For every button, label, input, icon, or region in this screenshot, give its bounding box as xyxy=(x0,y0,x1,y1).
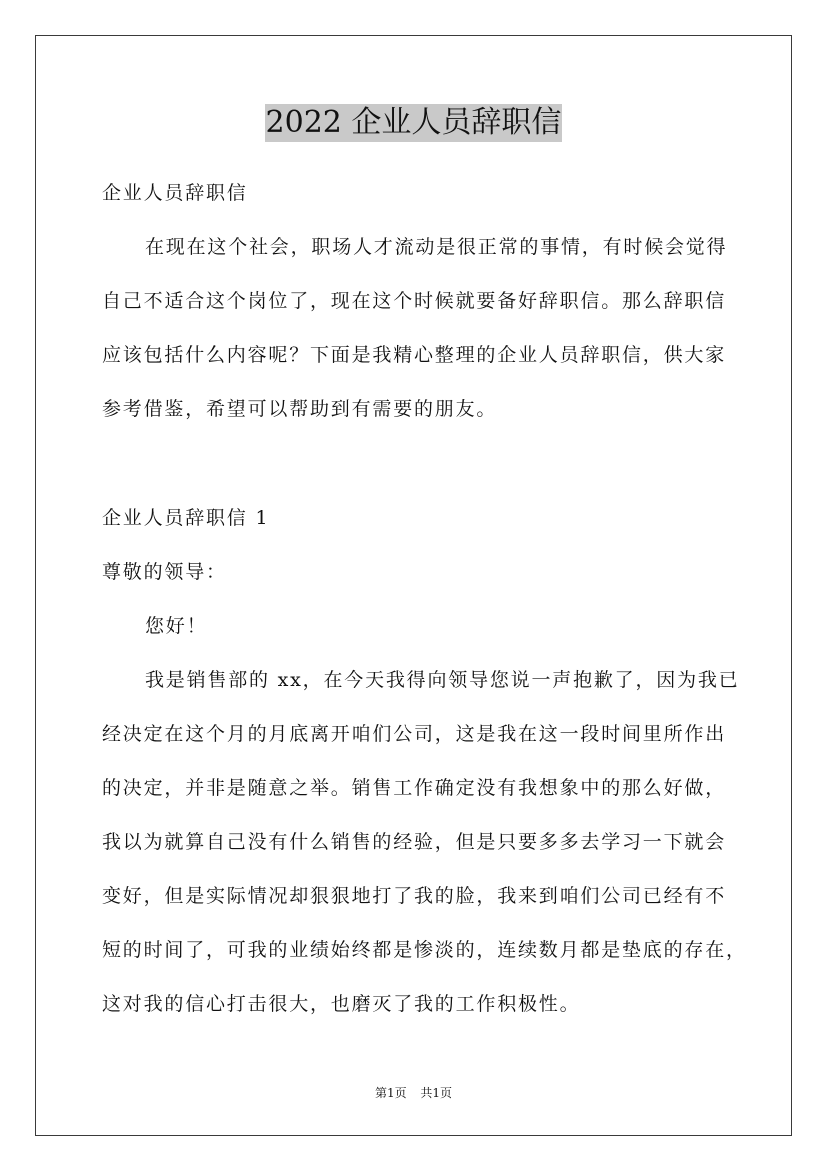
blank-line xyxy=(102,436,782,490)
greeting: 您好！ xyxy=(145,614,208,637)
intro-line: 参考借鉴，希望可以帮助到有需要的朋友。 xyxy=(102,398,498,421)
paragraph-line: 这对我的信心打击很大，也磨灭了我的工作积极性。 xyxy=(102,993,581,1016)
document-title: 2022 企业人员辞职信 xyxy=(265,105,562,140)
salutation: 尊敬的领导： xyxy=(102,560,227,583)
intro-line: 应该包括什么内容呢？下面是我精心整理的企业人员辞职信，供大家 xyxy=(102,344,727,367)
paragraph-line: 短的时间了，可我的业绩始终都是惨淡的，连续数月都是垫底的存在， xyxy=(102,939,747,962)
intro-line: 自己不适合这个岗位了，现在这个时候就要备好辞职信。那么辞职信 xyxy=(102,290,727,313)
page-number: 第1页 xyxy=(374,1086,407,1100)
document-body xyxy=(102,166,782,1032)
page-footer xyxy=(0,1084,827,1102)
paragraph-line: 我以为就算自己没有什么销售的经验，但是只要多多去学习一下就会 xyxy=(102,831,727,854)
paragraph-line: 经决定在这个月的月底离开咱们公司，这是我在这一段时间里所作出 xyxy=(102,722,727,745)
letter-heading: 企业人员辞职信 1 xyxy=(102,506,270,529)
paragraph-line: 我是销售部的 xx，在今天我得向领导您说一声抱歉了，因为我已 xyxy=(145,668,740,691)
paragraph-line: 的决定，并非是随意之举。销售工作确定没有我想象中的那么好做， xyxy=(102,777,727,800)
paragraph-line: 变好，但是实际情况却狠狠地打了我的脸，我来到咱们公司已经有不 xyxy=(102,885,727,908)
page-total: 共1页 xyxy=(420,1086,453,1100)
intro-line: 在现在这个社会，职场人才流动是很正常的事情，有时候会觉得 xyxy=(145,236,728,259)
section-heading: 企业人员辞职信 xyxy=(102,182,248,204)
title-container xyxy=(0,104,827,142)
